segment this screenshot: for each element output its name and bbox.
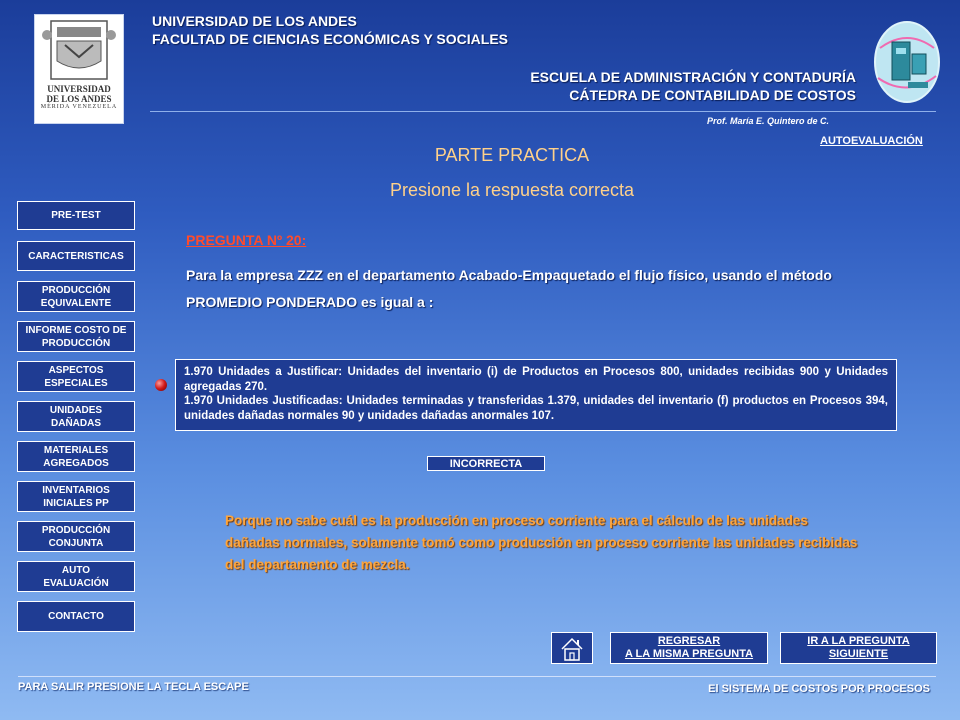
chair-name: CÁTEDRA DE CONTABILIDAD DE COSTOS: [569, 87, 856, 103]
sidebar-item-produccion-equivalente[interactable]: PRODUCCIÓN EQUIVALENTE: [17, 281, 135, 312]
answer-bullet-icon: [155, 379, 167, 391]
sidebar-item-produccion-conjunta[interactable]: PRODUCCIÓN CONJUNTA: [17, 521, 135, 552]
sidebar-item-caracteristicas[interactable]: CARACTERISTICAS: [17, 241, 135, 271]
next-question-button[interactable]: [780, 632, 937, 664]
sidebar-item-unidades-danadas[interactable]: UNIDADES DAÑADAS: [17, 401, 135, 432]
next-button-line1: IR A LA PREGUNTA: [807, 635, 910, 647]
sidebar-item-informe-costo[interactable]: INFORME COSTO DE PRODUCCIÓN: [17, 321, 135, 352]
university-name: UNIVERSIDAD DE LOS ANDES: [152, 13, 357, 29]
sidebar-item-aspectos-especiales[interactable]: ASPECTOS ESPECIALES: [17, 361, 135, 392]
sidebar-item-inventarios-iniciales[interactable]: INVENTARIOS INICIALES PP: [17, 481, 135, 512]
exit-hint: PARA SALIR PRESIONE LA TECLA ESCAPE: [18, 681, 249, 693]
back-button-line2: A LA MISMA PREGUNTA: [624, 648, 754, 660]
back-same-question-button[interactable]: [610, 632, 768, 664]
header-divider: [150, 111, 936, 112]
back-button-line1: REGRESAR: [657, 635, 721, 647]
computer-globe-icon: [872, 18, 942, 106]
sidebar-item-contacto[interactable]: CONTACTO: [17, 601, 135, 632]
sidebar-item-materiales-agregados[interactable]: MATERIALES AGREGADOS: [17, 441, 135, 472]
system-name: El SISTEMA DE COSTOS POR PROCESOS: [708, 683, 930, 695]
sidebar-item-auto-evaluacion[interactable]: AUTO EVALUACIÓN: [17, 561, 135, 592]
sidebar-item-pre-test[interactable]: PRE-TEST: [17, 201, 135, 230]
answer-text-1: 1.970 Unidades a Justificar: Unidades del inventario (i) de Productos en Procesos 800, unidades recibidas 900 y Unidades agregadas 270.: [184, 366, 888, 393]
footer-divider: [18, 676, 936, 677]
page-title: PARTE PRACTICA: [434, 145, 590, 165]
question-text: Para la empresa ZZZ en el departamento Acabado-Empaquetado el flujo físico, usando el método PROMEDIO PONDERADO es igual a :: [186, 267, 832, 310]
logo-caption: UNIVERSIDAD DE LOS ANDES MÉRIDA VENEZUELA: [40, 84, 118, 110]
answer-text-2: 1.970 Unidades Justificadas: Unidades terminadas y transferidas 1.379, unidades del inventario (f) productos en Procesos 394, unidades dañadas normales 90 y unidades dañadas anormales 107.: [184, 395, 888, 422]
school-name: ESCUELA DE ADMINISTRACIÓN Y CONTADURÍA: [530, 69, 856, 85]
faculty-name: FACULTAD DE CIENCIAS ECONÓMICAS Y SOCIALES: [152, 31, 508, 47]
home-icon: [552, 633, 592, 663]
section-label: AUTOEVALUACIÓN: [820, 135, 923, 147]
result-badge: INCORRECTA: [427, 456, 545, 471]
answer-option[interactable]: [175, 359, 897, 431]
explanation-text: Porque no sabe cuál es la producción en proceso corriente para el cálculo de las unidades dañadas normales, solamente tomó como producción en proceso corriente las unidades recibidas del departamento de mezcla.: [225, 513, 858, 572]
home-button[interactable]: [551, 632, 593, 664]
next-button-line2: SIGUIENTE: [828, 648, 889, 660]
professor-name: Prof. María E. Quintero de C.: [707, 116, 830, 126]
question-label: PREGUNTA Nº 20:: [186, 232, 307, 248]
page-subtitle: Presione la respuesta correcta: [389, 180, 635, 200]
